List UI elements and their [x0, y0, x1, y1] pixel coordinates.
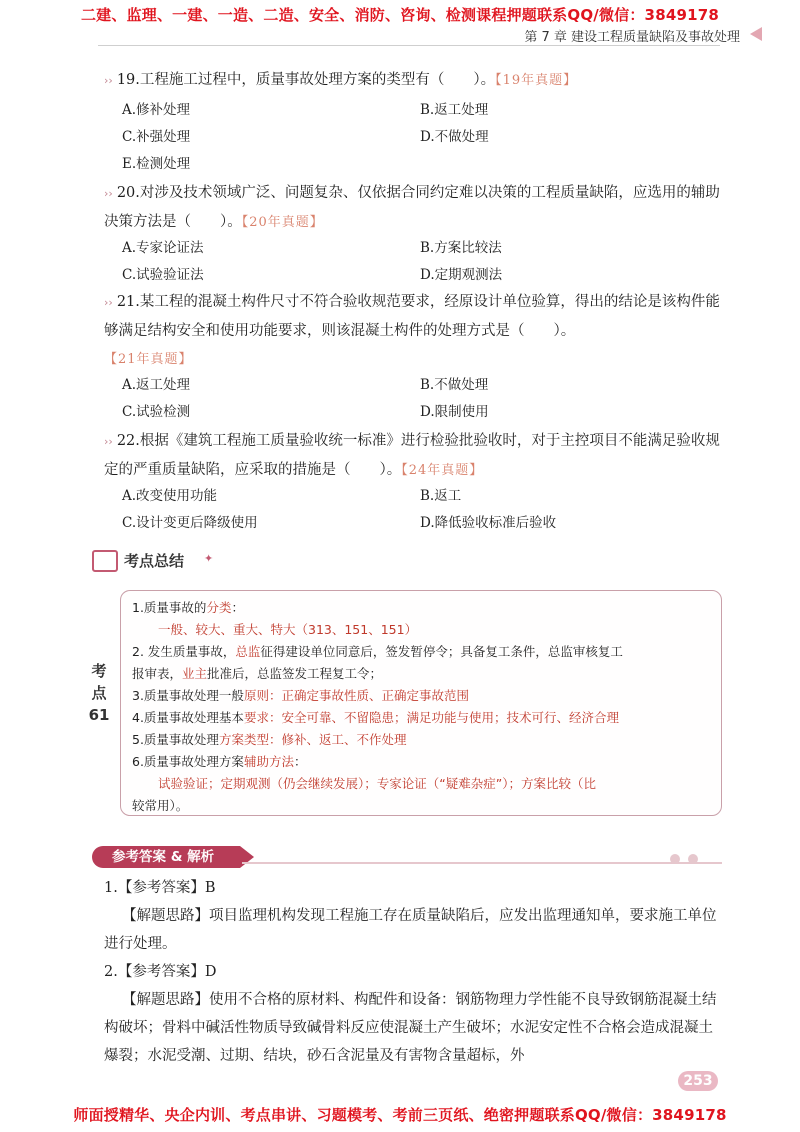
summary-line: 5.质量事故处理方案类型：修补、返工、不作处理 — [132, 732, 407, 747]
double-chevron-icon: ›› — [104, 296, 113, 309]
summary-line: 3.质量事故处理一般原则：正确定事故性质、正确定事故范围 — [132, 688, 469, 703]
question-22 — [104, 427, 724, 485]
top-banner: 二建、监理、一建、一造、二造、安全、消防、咨询、检测课程押题联系QQ/微信：3849178 — [80, 6, 720, 24]
summary-line: 较常用）。 — [132, 798, 189, 813]
summary-line: 试验验证；定期观测（仍会继续发展）；专家论证（“疑难杂症”）；方案比较（比 — [158, 776, 596, 791]
question-21 — [104, 288, 724, 374]
side-number: 61 — [88, 706, 110, 724]
chapter-title: 第 7 章 建设工程质量缺陷及事故处理 — [524, 30, 740, 45]
summary-line: 4.质量事故处理基本要求：安全可靠、不留隐患；满足功能与使用；技术可行、经济合理 — [132, 710, 619, 725]
option-a: A.专家论证法 — [122, 240, 204, 256]
option-c: C.试验验证法 — [122, 267, 204, 283]
question-stem: 21.某工程的混凝土构件尺寸不符合验收规范要求，经原设计单位验算，得出的结论是该构件能够满足结构安全和使用功能要求，则该混凝土构件的处理方式是（ ）。 — [104, 294, 720, 339]
answers-title: 参考答案 & 解析 — [92, 846, 240, 868]
year-tag: 【21年真题】 — [104, 352, 193, 367]
question-stem: 20.对涉及技术领域广泛、问题复杂、仅依据合同约定难以决策的工程质量缺陷，应选用的辅助决策方法是（ ）。 — [104, 185, 720, 230]
triangle-icon — [750, 27, 762, 41]
year-tag: 【19年真题】 — [495, 73, 578, 88]
option-b: B.返工处理 — [420, 102, 489, 118]
folder-icon — [92, 550, 118, 572]
chapter-header — [524, 26, 740, 45]
bottom-banner: 师面授精华、央企内训、考点串讲、习题模考、考前三页纸、绝密押题联系QQ/微信：3849178 — [73, 1106, 727, 1124]
year-tag: 【24年真题】 — [401, 463, 484, 478]
double-chevron-icon: ›› — [104, 435, 113, 448]
summary-line: 一般、较大、重大、特大（313、151、151） — [158, 622, 418, 637]
option-d: D.不做处理 — [420, 129, 489, 145]
side-char: 考 — [91, 662, 107, 680]
option-d: D.限制使用 — [420, 404, 489, 420]
summary-line: 2. 发生质量事故，总监征得建设单位同意后，签发暂停令；具备复工条件，总监审核复工 — [132, 644, 623, 659]
option-b: B.方案比较法 — [420, 240, 502, 256]
option-c: C.设计变更后降级使用 — [122, 515, 258, 531]
dot-icon — [688, 854, 698, 864]
header-divider — [98, 45, 720, 46]
option-a: A.修补处理 — [122, 102, 191, 118]
option-d: D.降低验收标准后验收 — [420, 515, 557, 531]
explanation-1: 【解题思路】项目监理机构发现工程施工存在质量缺陷后，应发出监理通知单，要求施工单位进行处理。 — [104, 908, 717, 952]
option-a: A.改变使用功能 — [122, 488, 218, 504]
question-19 — [104, 66, 724, 95]
option-b: B.不做处理 — [420, 377, 489, 393]
summary-line: 报审表，业主批准后，总监签发工程复工令； — [132, 666, 383, 681]
answer-1: 1.【参考答案】B — [104, 880, 216, 896]
option-b: B.返工 — [420, 488, 462, 504]
question-20 — [104, 179, 724, 237]
option-c: C.补强处理 — [122, 129, 191, 145]
answers-heading — [92, 846, 722, 868]
summary-title: 考点总结 — [124, 552, 185, 570]
option-d: D.定期观测法 — [420, 267, 503, 283]
summary-line: 1.质量事故的分类： — [132, 600, 244, 615]
kaodian-label — [84, 660, 114, 726]
option-a: A.返工处理 — [122, 377, 191, 393]
year-tag: 【20年真题】 — [241, 215, 324, 230]
summary-line: 6.质量事故处理方案辅助方法： — [132, 754, 307, 769]
page-number: 253 — [678, 1071, 718, 1091]
question-stem: 22.根据《建筑工程施工质量验收统一标准》进行检验批验收时，对于主控项目不能满足验收规定的严重质量缺陷，应采取的措施是（ ）。 — [104, 433, 720, 478]
option-e: E.检测处理 — [122, 156, 191, 172]
double-chevron-icon: ›› — [104, 187, 113, 200]
option-c: C.试验检测 — [122, 404, 191, 420]
question-stem: 19.工程施工过程中，质量事故处理方案的类型有（ ）。 — [116, 72, 496, 88]
sparkle-icon: ✦ — [204, 552, 214, 565]
dot-icon — [670, 854, 680, 864]
explanation-2: 【解题思路】使用不合格的原材料、构配件和设备：钢筋物理力学性能不良导致钢筋混凝土结构破坏；骨料中碱活性物质导致碱骨料反应使混凝土产生破坏；水泥安定性不合格会造成混凝土爆裂；水泥受潮、过期、结块，砂石含泥量及有害物含量超标，外 — [104, 992, 717, 1064]
side-char: 点 — [91, 684, 107, 702]
answer-2: 2.【参考答案】D — [104, 964, 217, 980]
double-chevron-icon: ›› — [104, 74, 113, 87]
heading-rule — [242, 862, 722, 864]
